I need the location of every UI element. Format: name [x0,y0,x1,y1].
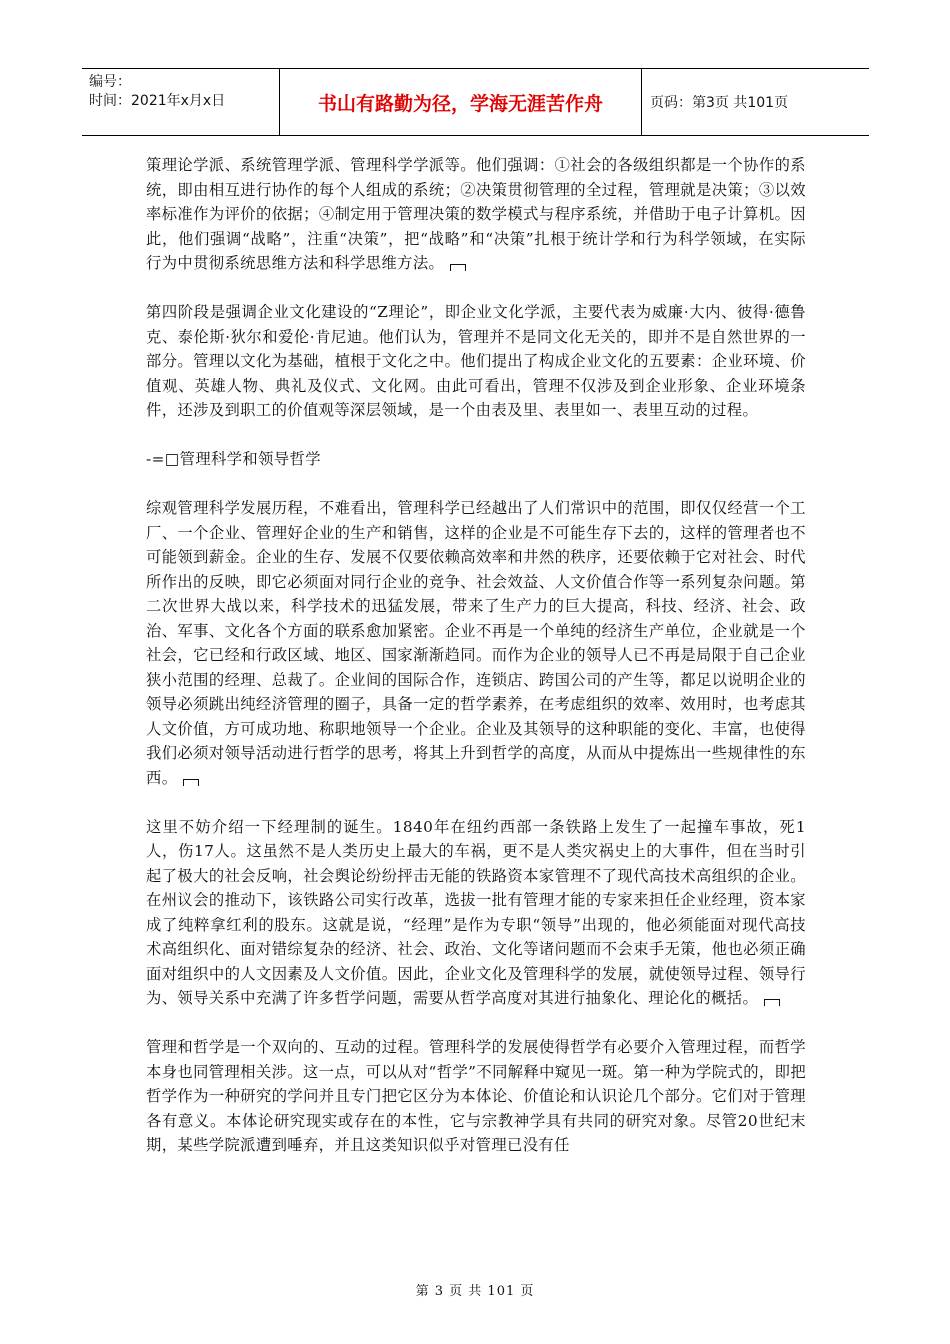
paragraph: 第四阶段是强调企业文化建设的“Z理论”，即企业文化学派，主要代表为威廉·大内、彼得·德鲁克、泰伦斯·狄尔和爱伦·肯尼迪。他们认为，管理并不是同文化无关的，即并不是自然世界的一部分。管理以文化为基础，植根于文化之中。他们提出了构成企业文化的五要素：企业环境、价值观、英雄人物、典礼及仪式、文化网。由此可看出，管理不仅涉及到企业形象、企业环境条件，还涉及到职工的价值观等深层领域，是一个由表及里、表里如一、表里互动的过程。 [146,303,806,419]
header-meta [82,69,280,135]
document-body [146,153,806,1182]
header-number: 编号： [89,74,131,90]
paragraph-mark-icon [450,264,466,271]
paragraph: 综观管理科学发展历程，不难看出，管理科学已经越出了人们常识中的范围，即仅仅经营一个工厂、一个企业、管理好企业的生产和销售，这样的企业是不可能生存下去的，这样的管理者也不可能领到薪金。企业的生存、发展不仅要依赖高效率和井然的秩序，还要依赖于它对社会、时代所作出的反映，即它必须面对同行企业的竞争、社会效益、人文价值合作等一系列复杂问题。第二次世界大战以来，科学技术的迅猛发展，带来了生产力的巨大提高，科技、经济、社会、政治、军事、文化各个方面的联系愈加紧密。企业不再是一个单纯的经济生产单位，企业就是一个社会，它已经和行政区域、地区、国家渐渐趋同。而作为企业的领导人已不再是局限于自己企业狭小范围的经理、总裁了。企业间的国际合作，连锁店、跨国公司的产生等，都足以说明企业的领导必须跳出纯经济管理的圈子，具备一定的哲学素养，在考虑组织的效率、效用时，也考虑其人文价值，方可成功地、称职地领导一个企业。企业及其领导的这种职能的变化、丰富，也使得我们必须对领导活动进行哲学的思考，将其上升到哲学的高度，从而从中提炼出一些规律性的东西。 [146,499,806,787]
paragraph-mark-icon [183,779,199,786]
paragraph: 策理论学派、系统管理学派、管理科学学派等。他们强调：①社会的各级组织都是一个协作的系统，即由相互进行协作的每个人组成的系统；②决策贯彻管理的全过程，管理就是决策；③以效率标准作为评价的依据；④制定用于管理决策的数学模式与程序系统，并借助于电子计算机。因此，他们强调“战略”，注重“决策”，把“战略”和“决策”扎根于统计学和行为科学领域，在实际行为中贯彻系统思维方法和科学思维方法。 [146,156,806,272]
page-header [82,68,869,136]
header-motto: 书山有路勤为径，学海无涯苦作舟 [280,69,642,135]
paragraph: 这里不妨介绍一下经理制的诞生。1840年在纽约西部一条铁路上发生了一起撞车事故，死1人，伤17人。这虽然不是人类历史上最大的车祸，更不是人类灾祸史上的大事件，但在当时引起了极大的社会反响，社会舆论纷纷抨击无能的铁路资本家管理不了现代高技术高组织的企业。在州议会的推动下，该铁路公司实行改革，选拔一批有管理才能的专家来担任企业经理，资本家成了纯粹拿红利的股东。这就是说，“经理”是作为专职“领导”出现的，他必须能面对现代高技术高组织化、面对错综复杂的经济、社会、政治、文化等诸问题而不会束手无策，他也必须正确面对组织中的人文因素及人文价值。因此，企业文化及管理科学的发展，就使领导过程、领导行为、领导关系中充满了许多哲学问题，需要从哲学高度对其进行抽象化、理论化的概括。 [146,817,806,1007]
page-footer: 第 3 页 共 101 页 [415,1284,535,1299]
paragraph: 管理和哲学是一个双向的、互动的过程。管理科学的发展使得哲学有必要介入管理过程，而哲学本身也同管理相关涉。这一点，可以从对“哲学”不同解释中窥见一斑。第一种为学院式的，即把哲学作为一种研究的学问并且专门把它区分为本体论、价值论和认识论几个部分。它们对于管理各有意义。本体论研究现实或存在的本性，它与宗教神学具有共同的研究对象。尽管20世纪末期，某些学院派遭到唾弃，并且这类知识似乎对管理已没有任 [146,1038,807,1154]
section-heading: -=□管理科学和领导哲学 [146,450,321,468]
paragraph-mark-icon [764,999,780,1006]
header-page-number: 页码：第3页 共101页 [650,95,789,111]
header-time: 时间：2021年x月x日 [89,93,226,109]
